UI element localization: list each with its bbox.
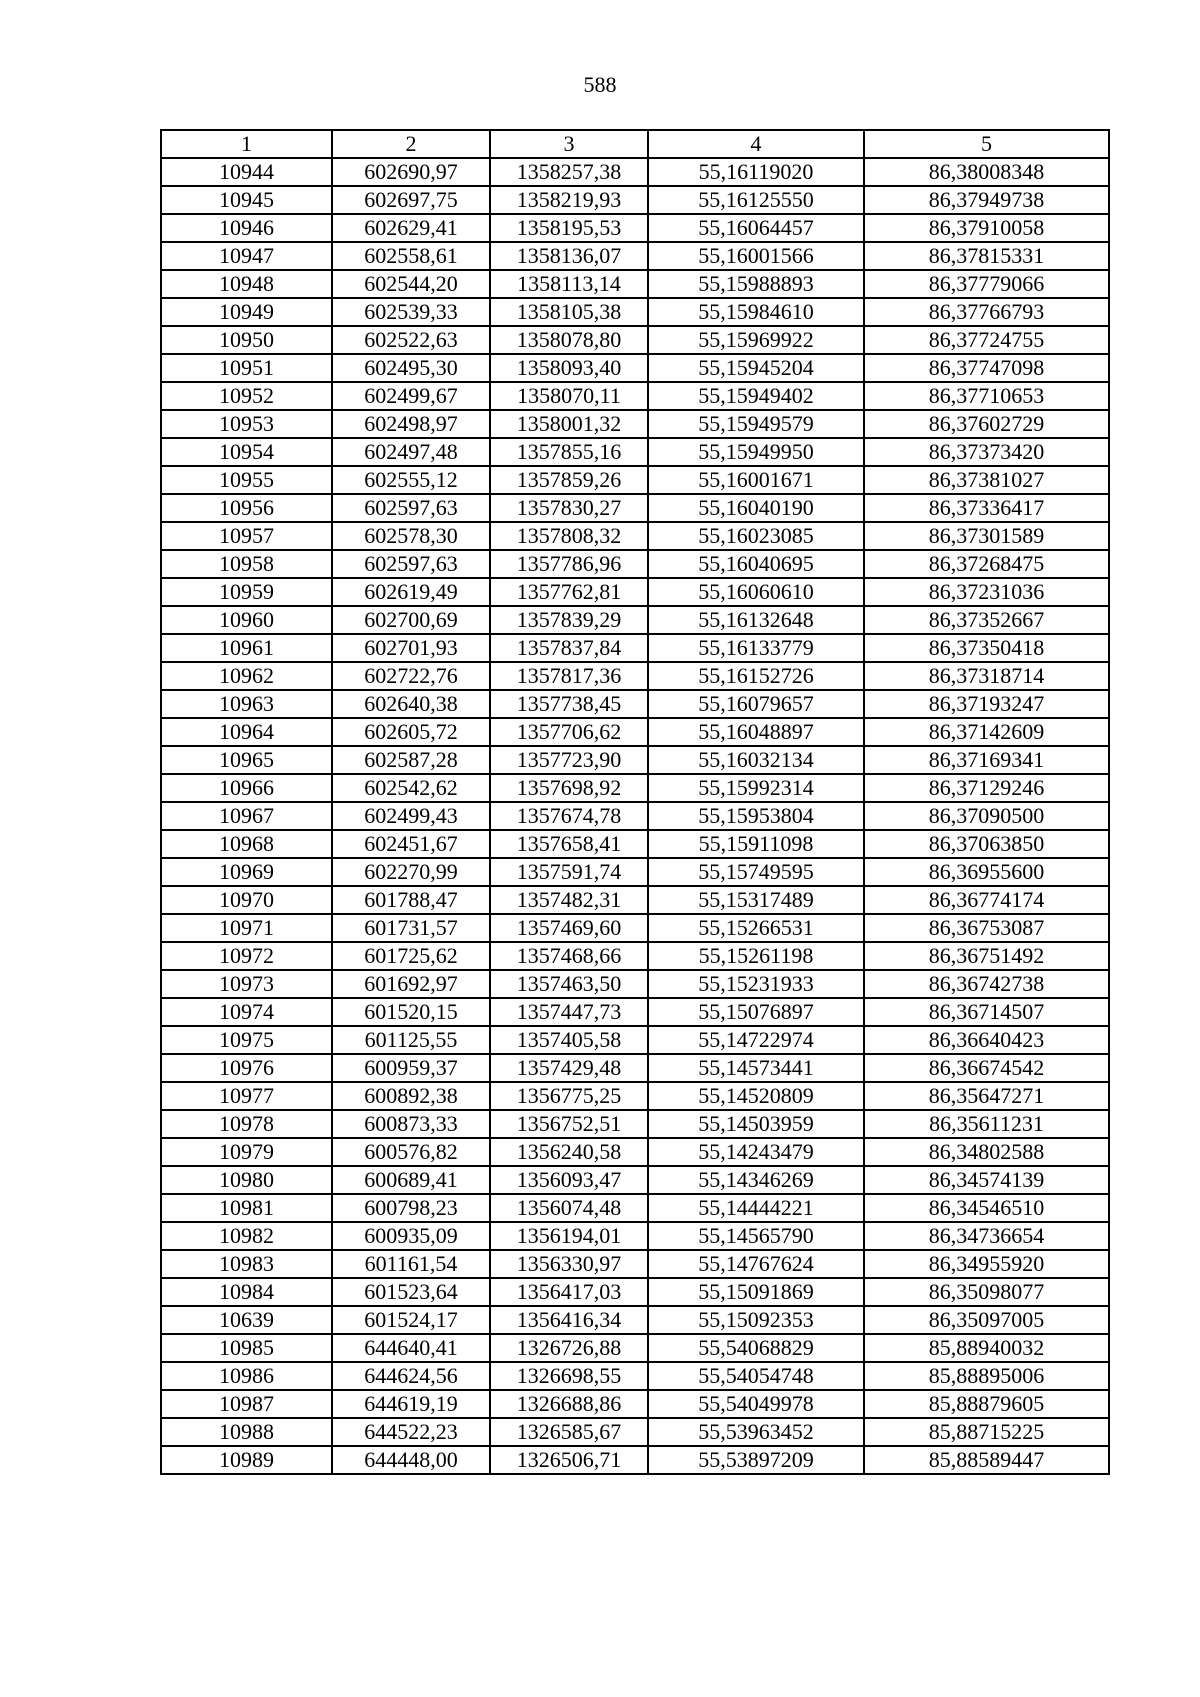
table-row bbox=[161, 158, 1109, 186]
longitude-cell: 85,88940032 bbox=[864, 1334, 1109, 1362]
x-coordinate-cell: 600959,37 bbox=[332, 1054, 490, 1082]
latitude-cell: 55,14722974 bbox=[648, 1026, 864, 1054]
table-row bbox=[161, 718, 1109, 746]
point-number-cell: 10971 bbox=[161, 914, 332, 942]
y-coordinate-cell: 1357482,31 bbox=[490, 886, 648, 914]
latitude-cell: 55,16048897 bbox=[648, 718, 864, 746]
table-row bbox=[161, 186, 1109, 214]
point-number-cell: 10972 bbox=[161, 942, 332, 970]
point-number-cell: 10954 bbox=[161, 438, 332, 466]
latitude-cell: 55,16132648 bbox=[648, 606, 864, 634]
latitude-cell: 55,14520809 bbox=[648, 1082, 864, 1110]
point-number-cell: 10951 bbox=[161, 354, 332, 382]
longitude-cell: 86,37318714 bbox=[864, 662, 1109, 690]
y-coordinate-cell: 1357817,36 bbox=[490, 662, 648, 690]
x-coordinate-cell: 644619,19 bbox=[332, 1390, 490, 1418]
y-coordinate-cell: 1326506,71 bbox=[490, 1446, 648, 1474]
longitude-cell: 86,38008348 bbox=[864, 158, 1109, 186]
point-number-cell: 10952 bbox=[161, 382, 332, 410]
table-row bbox=[161, 606, 1109, 634]
x-coordinate-cell: 602544,20 bbox=[332, 270, 490, 298]
table-row bbox=[161, 1390, 1109, 1418]
table-row bbox=[161, 662, 1109, 690]
latitude-cell: 55,15984610 bbox=[648, 298, 864, 326]
x-coordinate-cell: 602597,63 bbox=[332, 494, 490, 522]
y-coordinate-cell: 1357674,78 bbox=[490, 802, 648, 830]
x-coordinate-cell: 602495,30 bbox=[332, 354, 490, 382]
x-coordinate-cell: 644624,56 bbox=[332, 1362, 490, 1390]
latitude-cell: 55,15749595 bbox=[648, 858, 864, 886]
x-coordinate-cell: 602629,41 bbox=[332, 214, 490, 242]
point-number-cell: 10967 bbox=[161, 802, 332, 830]
point-number-cell: 10956 bbox=[161, 494, 332, 522]
table-row bbox=[161, 1166, 1109, 1194]
latitude-cell: 55,54068829 bbox=[648, 1334, 864, 1362]
point-number-cell: 10976 bbox=[161, 1054, 332, 1082]
latitude-cell: 55,15231933 bbox=[648, 970, 864, 998]
x-coordinate-cell: 600576,82 bbox=[332, 1138, 490, 1166]
point-number-cell: 10944 bbox=[161, 158, 332, 186]
longitude-cell: 86,35611231 bbox=[864, 1110, 1109, 1138]
x-coordinate-cell: 601731,57 bbox=[332, 914, 490, 942]
y-coordinate-cell: 1358136,07 bbox=[490, 242, 648, 270]
latitude-cell: 55,15317489 bbox=[648, 886, 864, 914]
y-coordinate-cell: 1358001,32 bbox=[490, 410, 648, 438]
latitude-cell: 55,53897209 bbox=[648, 1446, 864, 1474]
page-number: 588 bbox=[583, 72, 617, 97]
latitude-cell: 55,16152726 bbox=[648, 662, 864, 690]
point-number-cell: 10985 bbox=[161, 1334, 332, 1362]
y-coordinate-cell: 1357429,48 bbox=[490, 1054, 648, 1082]
longitude-cell: 86,36640423 bbox=[864, 1026, 1109, 1054]
longitude-cell: 86,37747098 bbox=[864, 354, 1109, 382]
longitude-cell: 86,37063850 bbox=[864, 830, 1109, 858]
table-row bbox=[161, 354, 1109, 382]
table-row bbox=[161, 242, 1109, 270]
y-coordinate-cell: 1326698,55 bbox=[490, 1362, 648, 1390]
latitude-cell: 55,14565790 bbox=[648, 1222, 864, 1250]
table-row bbox=[161, 914, 1109, 942]
y-coordinate-cell: 1357447,73 bbox=[490, 998, 648, 1026]
x-coordinate-cell: 602605,72 bbox=[332, 718, 490, 746]
latitude-cell: 55,15911098 bbox=[648, 830, 864, 858]
longitude-cell: 86,37602729 bbox=[864, 410, 1109, 438]
x-coordinate-cell: 602539,33 bbox=[332, 298, 490, 326]
point-number-cell: 10968 bbox=[161, 830, 332, 858]
x-coordinate-cell: 601524,17 bbox=[332, 1306, 490, 1334]
x-coordinate-cell: 602597,63 bbox=[332, 550, 490, 578]
longitude-cell: 86,37090500 bbox=[864, 802, 1109, 830]
latitude-cell: 55,15988893 bbox=[648, 270, 864, 298]
table-row bbox=[161, 746, 1109, 774]
point-number-cell: 10981 bbox=[161, 1194, 332, 1222]
latitude-cell: 55,53963452 bbox=[648, 1418, 864, 1446]
table-row bbox=[161, 886, 1109, 914]
y-coordinate-cell: 1356330,97 bbox=[490, 1250, 648, 1278]
point-number-cell: 10957 bbox=[161, 522, 332, 550]
y-coordinate-cell: 1358195,53 bbox=[490, 214, 648, 242]
latitude-cell: 55,16060610 bbox=[648, 578, 864, 606]
latitude-cell: 55,15091869 bbox=[648, 1278, 864, 1306]
x-coordinate-cell: 600935,09 bbox=[332, 1222, 490, 1250]
table-row bbox=[161, 438, 1109, 466]
latitude-cell: 55,15953804 bbox=[648, 802, 864, 830]
latitude-cell: 55,15949579 bbox=[648, 410, 864, 438]
longitude-cell: 86,37766793 bbox=[864, 298, 1109, 326]
point-number-cell: 10639 bbox=[161, 1306, 332, 1334]
x-coordinate-cell: 602555,12 bbox=[332, 466, 490, 494]
point-number-cell: 10945 bbox=[161, 186, 332, 214]
table-row bbox=[161, 270, 1109, 298]
y-coordinate-cell: 1357859,26 bbox=[490, 466, 648, 494]
latitude-cell: 55,15092353 bbox=[648, 1306, 864, 1334]
table-row bbox=[161, 1446, 1109, 1474]
x-coordinate-cell: 600689,41 bbox=[332, 1166, 490, 1194]
y-coordinate-cell: 1326688,86 bbox=[490, 1390, 648, 1418]
table-row bbox=[161, 690, 1109, 718]
point-number-cell: 10969 bbox=[161, 858, 332, 886]
latitude-cell: 55,15076897 bbox=[648, 998, 864, 1026]
longitude-cell: 86,36753087 bbox=[864, 914, 1109, 942]
coordinates-table bbox=[160, 129, 1110, 1475]
latitude-cell: 55,16133779 bbox=[648, 634, 864, 662]
column-header-4: 4 bbox=[648, 130, 864, 158]
latitude-cell: 55,16119020 bbox=[648, 158, 864, 186]
y-coordinate-cell: 1357706,62 bbox=[490, 718, 648, 746]
x-coordinate-cell: 602722,76 bbox=[332, 662, 490, 690]
point-number-cell: 10970 bbox=[161, 886, 332, 914]
x-coordinate-cell: 602700,69 bbox=[332, 606, 490, 634]
longitude-cell: 86,37724755 bbox=[864, 326, 1109, 354]
y-coordinate-cell: 1357469,60 bbox=[490, 914, 648, 942]
y-coordinate-cell: 1357839,29 bbox=[490, 606, 648, 634]
y-coordinate-cell: 1356074,48 bbox=[490, 1194, 648, 1222]
longitude-cell: 86,37142609 bbox=[864, 718, 1109, 746]
y-coordinate-cell: 1358257,38 bbox=[490, 158, 648, 186]
x-coordinate-cell: 602640,38 bbox=[332, 690, 490, 718]
point-number-cell: 10989 bbox=[161, 1446, 332, 1474]
table-row bbox=[161, 214, 1109, 242]
latitude-cell: 55,16064457 bbox=[648, 214, 864, 242]
longitude-cell: 86,37373420 bbox=[864, 438, 1109, 466]
x-coordinate-cell: 601692,97 bbox=[332, 970, 490, 998]
x-coordinate-cell: 602270,99 bbox=[332, 858, 490, 886]
latitude-cell: 55,16032134 bbox=[648, 746, 864, 774]
x-coordinate-cell: 601125,55 bbox=[332, 1026, 490, 1054]
x-coordinate-cell: 602578,30 bbox=[332, 522, 490, 550]
longitude-cell: 86,34802588 bbox=[864, 1138, 1109, 1166]
point-number-cell: 10963 bbox=[161, 690, 332, 718]
point-number-cell: 10988 bbox=[161, 1418, 332, 1446]
longitude-cell: 86,36774174 bbox=[864, 886, 1109, 914]
longitude-cell: 86,37129246 bbox=[864, 774, 1109, 802]
table-row bbox=[161, 1418, 1109, 1446]
table-header bbox=[161, 130, 1109, 158]
latitude-cell: 55,16040695 bbox=[648, 550, 864, 578]
point-number-cell: 10974 bbox=[161, 998, 332, 1026]
longitude-cell: 86,34736654 bbox=[864, 1222, 1109, 1250]
point-number-cell: 10966 bbox=[161, 774, 332, 802]
longitude-cell: 86,35097005 bbox=[864, 1306, 1109, 1334]
x-coordinate-cell: 602542,62 bbox=[332, 774, 490, 802]
latitude-cell: 55,14243479 bbox=[648, 1138, 864, 1166]
longitude-cell: 86,36742738 bbox=[864, 970, 1109, 998]
y-coordinate-cell: 1358113,14 bbox=[490, 270, 648, 298]
x-coordinate-cell: 600798,23 bbox=[332, 1194, 490, 1222]
longitude-cell: 86,37815331 bbox=[864, 242, 1109, 270]
y-coordinate-cell: 1357808,32 bbox=[490, 522, 648, 550]
point-number-cell: 10984 bbox=[161, 1278, 332, 1306]
table-row bbox=[161, 494, 1109, 522]
x-coordinate-cell: 600873,33 bbox=[332, 1110, 490, 1138]
point-number-cell: 10979 bbox=[161, 1138, 332, 1166]
latitude-cell: 55,15266531 bbox=[648, 914, 864, 942]
y-coordinate-cell: 1357855,16 bbox=[490, 438, 648, 466]
table-row bbox=[161, 1082, 1109, 1110]
y-coordinate-cell: 1358105,38 bbox=[490, 298, 648, 326]
y-coordinate-cell: 1356240,58 bbox=[490, 1138, 648, 1166]
longitude-cell: 86,34546510 bbox=[864, 1194, 1109, 1222]
longitude-cell: 85,88589447 bbox=[864, 1446, 1109, 1474]
x-coordinate-cell: 600892,38 bbox=[332, 1082, 490, 1110]
y-coordinate-cell: 1358078,80 bbox=[490, 326, 648, 354]
latitude-cell: 55,16079657 bbox=[648, 690, 864, 718]
latitude-cell: 55,16023085 bbox=[648, 522, 864, 550]
x-coordinate-cell: 602701,93 bbox=[332, 634, 490, 662]
y-coordinate-cell: 1357591,74 bbox=[490, 858, 648, 886]
point-number-cell: 10959 bbox=[161, 578, 332, 606]
point-number-cell: 10983 bbox=[161, 1250, 332, 1278]
y-coordinate-cell: 1356093,47 bbox=[490, 1166, 648, 1194]
y-coordinate-cell: 1326726,88 bbox=[490, 1334, 648, 1362]
x-coordinate-cell: 602499,67 bbox=[332, 382, 490, 410]
column-header-2: 2 bbox=[332, 130, 490, 158]
table-row bbox=[161, 466, 1109, 494]
longitude-cell: 86,34955920 bbox=[864, 1250, 1109, 1278]
longitude-cell: 86,37910058 bbox=[864, 214, 1109, 242]
table-row bbox=[161, 1362, 1109, 1390]
y-coordinate-cell: 1357658,41 bbox=[490, 830, 648, 858]
point-number-cell: 10948 bbox=[161, 270, 332, 298]
longitude-cell: 86,37193247 bbox=[864, 690, 1109, 718]
y-coordinate-cell: 1357698,92 bbox=[490, 774, 648, 802]
point-number-cell: 10973 bbox=[161, 970, 332, 998]
longitude-cell: 86,37779066 bbox=[864, 270, 1109, 298]
y-coordinate-cell: 1356775,25 bbox=[490, 1082, 648, 1110]
longitude-cell: 86,37169341 bbox=[864, 746, 1109, 774]
x-coordinate-cell: 601520,15 bbox=[332, 998, 490, 1026]
point-number-cell: 10947 bbox=[161, 242, 332, 270]
longitude-cell: 86,37381027 bbox=[864, 466, 1109, 494]
longitude-cell: 86,37350418 bbox=[864, 634, 1109, 662]
header-row bbox=[161, 130, 1109, 158]
x-coordinate-cell: 602558,61 bbox=[332, 242, 490, 270]
latitude-cell: 55,16001671 bbox=[648, 466, 864, 494]
longitude-cell: 86,37336417 bbox=[864, 494, 1109, 522]
point-number-cell: 10958 bbox=[161, 550, 332, 578]
y-coordinate-cell: 1356194,01 bbox=[490, 1222, 648, 1250]
y-coordinate-cell: 1358070,11 bbox=[490, 382, 648, 410]
point-number-cell: 10946 bbox=[161, 214, 332, 242]
y-coordinate-cell: 1356416,34 bbox=[490, 1306, 648, 1334]
table-row bbox=[161, 830, 1109, 858]
latitude-cell: 55,54054748 bbox=[648, 1362, 864, 1390]
y-coordinate-cell: 1357762,81 bbox=[490, 578, 648, 606]
latitude-cell: 55,14346269 bbox=[648, 1166, 864, 1194]
table-row bbox=[161, 382, 1109, 410]
longitude-cell: 86,34574139 bbox=[864, 1166, 1109, 1194]
point-number-cell: 10975 bbox=[161, 1026, 332, 1054]
longitude-cell: 85,88715225 bbox=[864, 1418, 1109, 1446]
latitude-cell: 55,16125550 bbox=[648, 186, 864, 214]
table-row bbox=[161, 858, 1109, 886]
x-coordinate-cell: 644640,41 bbox=[332, 1334, 490, 1362]
x-coordinate-cell: 602451,67 bbox=[332, 830, 490, 858]
longitude-cell: 86,37352667 bbox=[864, 606, 1109, 634]
table-row bbox=[161, 1054, 1109, 1082]
latitude-cell: 55,15969922 bbox=[648, 326, 864, 354]
table-row bbox=[161, 1026, 1109, 1054]
point-number-cell: 10953 bbox=[161, 410, 332, 438]
point-number-cell: 10955 bbox=[161, 466, 332, 494]
table-row bbox=[161, 1278, 1109, 1306]
y-coordinate-cell: 1356417,03 bbox=[490, 1278, 648, 1306]
longitude-cell: 86,37949738 bbox=[864, 186, 1109, 214]
longitude-cell: 86,36714507 bbox=[864, 998, 1109, 1026]
table-row bbox=[161, 942, 1109, 970]
y-coordinate-cell: 1357738,45 bbox=[490, 690, 648, 718]
longitude-cell: 86,37301589 bbox=[864, 522, 1109, 550]
y-coordinate-cell: 1357830,27 bbox=[490, 494, 648, 522]
table-row bbox=[161, 410, 1109, 438]
y-coordinate-cell: 1357468,66 bbox=[490, 942, 648, 970]
x-coordinate-cell: 602522,63 bbox=[332, 326, 490, 354]
point-number-cell: 10987 bbox=[161, 1390, 332, 1418]
x-coordinate-cell: 601161,54 bbox=[332, 1250, 490, 1278]
latitude-cell: 55,15945204 bbox=[648, 354, 864, 382]
table-row bbox=[161, 1222, 1109, 1250]
longitude-cell: 86,36751492 bbox=[864, 942, 1109, 970]
table-row bbox=[161, 774, 1109, 802]
x-coordinate-cell: 602697,75 bbox=[332, 186, 490, 214]
longitude-cell: 86,37710653 bbox=[864, 382, 1109, 410]
longitude-cell: 85,88879605 bbox=[864, 1390, 1109, 1418]
table-row bbox=[161, 1250, 1109, 1278]
longitude-cell: 86,36674542 bbox=[864, 1054, 1109, 1082]
x-coordinate-cell: 602499,43 bbox=[332, 802, 490, 830]
table-row bbox=[161, 298, 1109, 326]
table-row bbox=[161, 1306, 1109, 1334]
point-number-cell: 10960 bbox=[161, 606, 332, 634]
y-coordinate-cell: 1357837,84 bbox=[490, 634, 648, 662]
x-coordinate-cell: 644448,00 bbox=[332, 1446, 490, 1474]
longitude-cell: 86,35098077 bbox=[864, 1278, 1109, 1306]
x-coordinate-cell: 602587,28 bbox=[332, 746, 490, 774]
point-number-cell: 10964 bbox=[161, 718, 332, 746]
x-coordinate-cell: 602498,97 bbox=[332, 410, 490, 438]
point-number-cell: 10977 bbox=[161, 1082, 332, 1110]
point-number-cell: 10982 bbox=[161, 1222, 332, 1250]
table-row bbox=[161, 802, 1109, 830]
y-coordinate-cell: 1357786,96 bbox=[490, 550, 648, 578]
x-coordinate-cell: 602619,49 bbox=[332, 578, 490, 606]
table-row bbox=[161, 522, 1109, 550]
point-number-cell: 10978 bbox=[161, 1110, 332, 1138]
table-row bbox=[161, 998, 1109, 1026]
point-number-cell: 10950 bbox=[161, 326, 332, 354]
latitude-cell: 55,54049978 bbox=[648, 1390, 864, 1418]
column-header-5: 5 bbox=[864, 130, 1109, 158]
table-body bbox=[161, 158, 1109, 1474]
x-coordinate-cell: 601788,47 bbox=[332, 886, 490, 914]
x-coordinate-cell: 602690,97 bbox=[332, 158, 490, 186]
latitude-cell: 55,15949950 bbox=[648, 438, 864, 466]
latitude-cell: 55,15992314 bbox=[648, 774, 864, 802]
table-row bbox=[161, 1138, 1109, 1166]
latitude-cell: 55,14503959 bbox=[648, 1110, 864, 1138]
table-row bbox=[161, 550, 1109, 578]
point-number-cell: 10962 bbox=[161, 662, 332, 690]
latitude-cell: 55,16001566 bbox=[648, 242, 864, 270]
y-coordinate-cell: 1357405,58 bbox=[490, 1026, 648, 1054]
table-row bbox=[161, 1110, 1109, 1138]
x-coordinate-cell: 601725,62 bbox=[332, 942, 490, 970]
x-coordinate-cell: 644522,23 bbox=[332, 1418, 490, 1446]
table-row bbox=[161, 326, 1109, 354]
point-number-cell: 10965 bbox=[161, 746, 332, 774]
y-coordinate-cell: 1357463,50 bbox=[490, 970, 648, 998]
y-coordinate-cell: 1358219,93 bbox=[490, 186, 648, 214]
latitude-cell: 55,14767624 bbox=[648, 1250, 864, 1278]
column-header-3: 3 bbox=[490, 130, 648, 158]
latitude-cell: 55,15261198 bbox=[648, 942, 864, 970]
latitude-cell: 55,15949402 bbox=[648, 382, 864, 410]
table-row bbox=[161, 1194, 1109, 1222]
point-number-cell: 10949 bbox=[161, 298, 332, 326]
x-coordinate-cell: 602497,48 bbox=[332, 438, 490, 466]
longitude-cell: 86,36955600 bbox=[864, 858, 1109, 886]
point-number-cell: 10986 bbox=[161, 1362, 332, 1390]
table-row bbox=[161, 970, 1109, 998]
longitude-cell: 86,37268475 bbox=[864, 550, 1109, 578]
latitude-cell: 55,14444221 bbox=[648, 1194, 864, 1222]
table-row bbox=[161, 634, 1109, 662]
latitude-cell: 55,14573441 bbox=[648, 1054, 864, 1082]
point-number-cell: 10980 bbox=[161, 1166, 332, 1194]
y-coordinate-cell: 1358093,40 bbox=[490, 354, 648, 382]
table-row bbox=[161, 578, 1109, 606]
x-coordinate-cell: 601523,64 bbox=[332, 1278, 490, 1306]
column-header-1: 1 bbox=[161, 130, 332, 158]
longitude-cell: 86,35647271 bbox=[864, 1082, 1109, 1110]
y-coordinate-cell: 1356752,51 bbox=[490, 1110, 648, 1138]
y-coordinate-cell: 1357723,90 bbox=[490, 746, 648, 774]
point-number-cell: 10961 bbox=[161, 634, 332, 662]
latitude-cell: 55,16040190 bbox=[648, 494, 864, 522]
y-coordinate-cell: 1326585,67 bbox=[490, 1418, 648, 1446]
longitude-cell: 86,37231036 bbox=[864, 578, 1109, 606]
table-row bbox=[161, 1334, 1109, 1362]
longitude-cell: 85,88895006 bbox=[864, 1362, 1109, 1390]
